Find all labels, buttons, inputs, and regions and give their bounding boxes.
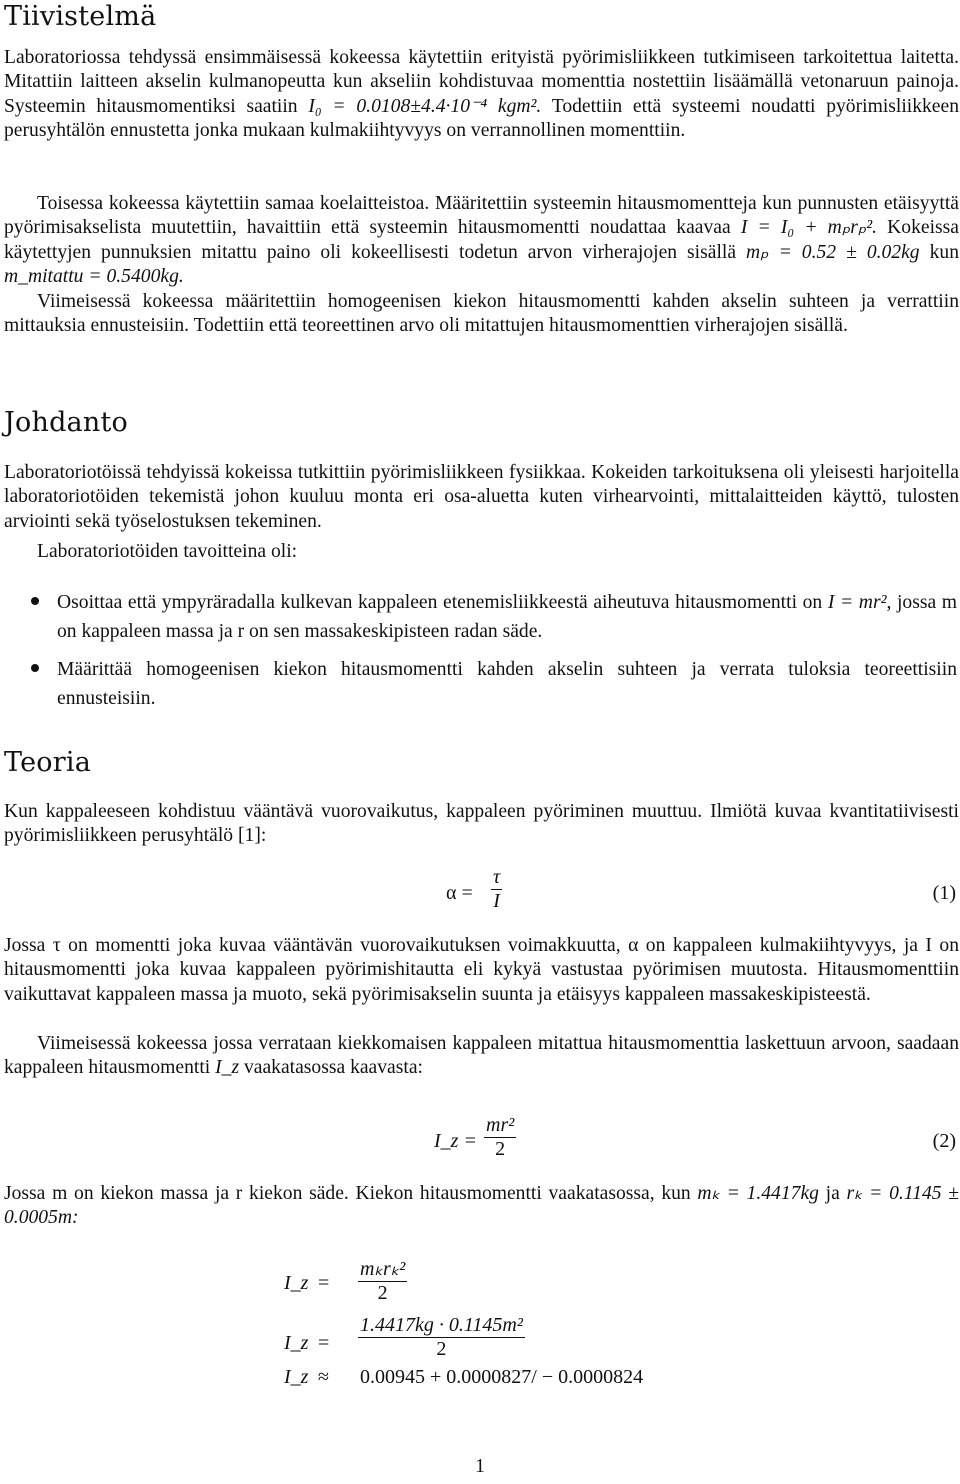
- equation-fraction: [484, 1114, 516, 1161]
- calc-relation: =: [318, 1332, 330, 1354]
- fraction-denominator: 2: [484, 1137, 516, 1161]
- inertia-value: I₀ = 0.0108±4.4·10⁻⁴ kgm².: [308, 95, 542, 117]
- theory-paragraph-4: [4, 1182, 959, 1231]
- theory-text: vaakatasossa kaavasta:: [239, 1057, 423, 1079]
- theory-text: Viimeisessä kokeessa jossa verrataan kiekkomaisen kappaleen mitattua hitausmomenttia laskettuun arvoon, saadaan kappaleen hitausmomentti: [4, 1033, 959, 1079]
- fraction-numerator: 1.4417kg · 0.1145m²: [360, 1314, 523, 1336]
- disk-radius-value: rₖ = 0.1145 ± 0.0005m:: [4, 1183, 959, 1229]
- calc-result: 0.00945 + 0.0000827/ − 0.0000824: [360, 1366, 644, 1388]
- fraction-numerator: mₖrₖ²: [360, 1258, 406, 1280]
- section-heading-intro: Johdanto: [4, 407, 128, 438]
- theory-text: Jossa τ on momentti joka kuvaa vääntävän vuorovaikutuksen voimakkuutta, α on kappaleen kulmakiihtyvyys, ja I on hitausmomentti joka kuvaa kappaleen pyörimishitautta eli kykyä vastustaa pyörimisen muutosta. Hitausmomenttiin vaikuttavat kappaleen massa ja muoto, sekä pyörimisakselin suunta ja etäisyys kappaleen massakeskipisteestä.: [4, 935, 959, 1005]
- calc-lhs: I_z: [284, 1272, 309, 1294]
- bullet-icon: [31, 664, 39, 672]
- calc-fraction: [358, 1314, 525, 1361]
- abstract-paragraph-1: [4, 46, 959, 143]
- theory-paragraph-2: [4, 934, 959, 1007]
- fraction-denominator: 2: [358, 1337, 525, 1361]
- abstract-text: kun: [919, 241, 959, 263]
- fraction-denominator: 2: [358, 1281, 407, 1305]
- abstract-text: Viimeisessä kokeessa määritettiin homogeenisen kiekon hitausmomentti kahden akselin suhteen ja verrattiin mittauksia ennusteisiin. Todettiin että teoreettinen arvo oli mitattujen hitausmomenttien virherajojen sisällä.: [4, 291, 959, 337]
- calc-lhs: I_z: [284, 1366, 309, 1388]
- inertia-formula: I = I₀ + mₚrₚ².: [740, 217, 878, 239]
- equation-lhs: α =: [446, 882, 473, 904]
- abstract-text: Laboratoriossa tehdyssä ensimmäisessä kokeessa käytettiin erityistä pyörimisliikkeen tutkimiseen tarkoitettua laitetta. Mitattiin laitteen akselin kulmanopeutta kun akseliin kohdistuvaa momenttia nostettiin lisäämällä vetonaruun painoja. Systeemin hitausmomentiksi saatiin: [4, 47, 959, 117]
- calc-fraction: [358, 1256, 407, 1305]
- section-heading-abstract: Tiivistelmä: [4, 1, 157, 32]
- mass-value: mₚ = 0.52 ± 0.02kg: [746, 241, 920, 263]
- theory-paragraph-3: [4, 1032, 959, 1081]
- abstract-text: Kokeissa käytettyjen punnuksien mitattu paino oli kokeellisesti todetun arvon virherajojen sisällä: [4, 217, 959, 263]
- theory-text: Jossa m on kiekon massa ja r kiekon säde. Kiekon hitausmomentti vaakatasossa, kun: [4, 1183, 698, 1204]
- theory-text: ja: [818, 1183, 847, 1204]
- intro-paragraph-2: [4, 540, 959, 564]
- intro-text: Laboratoriotöiden tavoitteina oli:: [37, 541, 298, 562]
- theory-paragraph-1: [4, 800, 959, 849]
- page-number: 1: [475, 1456, 485, 1477]
- bullet-icon: [31, 597, 39, 605]
- equation-lhs: I_z =: [434, 1130, 477, 1152]
- equation-fraction: [491, 866, 502, 913]
- fraction-numerator: τ: [493, 866, 501, 888]
- bullet-text: Määrittää homogeenisen kiekon hitausmomentti kahden akselin suhteen ja verrata tuloksia teoreettisiin ennusteisiin.: [57, 659, 957, 709]
- equation-number: (1): [932, 882, 956, 904]
- disk-mass-value: mₖ = 1.4417kg: [697, 1183, 819, 1204]
- calc-lhs: I_z: [284, 1332, 309, 1354]
- fraction-denominator: I: [491, 889, 502, 913]
- calc-relation: =: [318, 1272, 330, 1294]
- calc-relation: ≈: [318, 1366, 329, 1388]
- abstract-paragraph-3: [4, 290, 959, 339]
- theory-text: Kun kappaleeseen kohdistuu vääntävä vuorovaikutus, kappaleen pyöriminen muuttuu. Ilmiötä kuvaa kvantitatiivisesti pyörimisliikkeen perusyhtälö [1]:: [4, 801, 959, 847]
- abstract-text: Toisessa kokeessa käytettiin samaa koelaitteistoa. Määritettiin systeemin hitausmomentteja kun punnusten etäisyyttä pyörimisakselista muutettiin, havaittiin että systeemin hitausmomentti noudattaa kaavaa: [4, 193, 959, 239]
- intro-paragraph-1: [4, 461, 959, 534]
- abstract-paragraph-2: [4, 192, 959, 289]
- fraction-numerator: mr²: [486, 1114, 515, 1136]
- measured-mass-value: m_mitattu = 0.5400kg.: [4, 265, 184, 287]
- abstract-text: Todettiin että systeemi noudatti pyörimisliikkeen perusyhtälön ennustetta jonka mukaan kulmakiihtyvyys on verrannollinen momenttiin.: [4, 95, 959, 141]
- bullet-text: Osoittaa että ympyräradalla kulkevan kappaleen etenemisliikkeestä aiheutuva hitausmomentti on: [57, 592, 828, 613]
- equation-number: (2): [932, 1130, 956, 1152]
- intro-text: Laboratoriotöissä tehdyissä kokeissa tutkittiin pyörimisliikkeen fysiikkaa. Kokeiden tarkoituksena oli yleisesti harjoitella laboratoriotöiden tekemistä johon kuuluu monta eri osa-aluetta kuten virhearvointi, mittalaitteiden käyttö, tulosten arviointi sekä työselostuksen tekeminen.: [4, 462, 959, 532]
- inertia-symbol: I_z: [215, 1057, 240, 1079]
- bullet-formula: I = mr²: [827, 592, 887, 613]
- section-heading-theory: Teoria: [4, 747, 91, 778]
- bullet-text: , jossa m on kappaleen massa ja r on sen massakeskipisteen radan säde.: [57, 592, 957, 642]
